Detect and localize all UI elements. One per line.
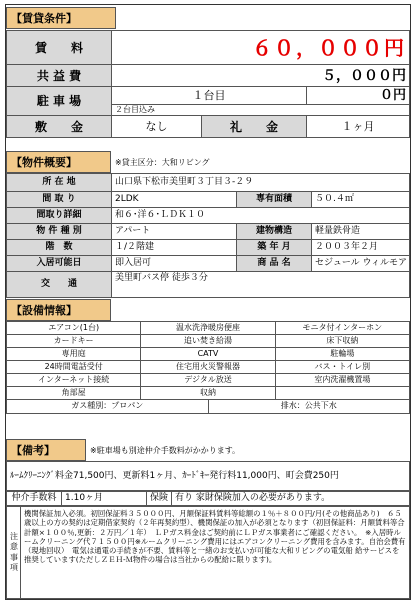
- equipment-item: 温水洗浄暖房便座: [141, 322, 275, 335]
- product-label: 商 品 名: [237, 256, 312, 272]
- equipment-item: 住宅用火災警報器: [141, 361, 275, 374]
- equipment-row: [7, 335, 410, 348]
- equipment-section: [6, 299, 410, 414]
- common-fee-value: ５，０００円: [112, 65, 410, 87]
- insurance-label: 保険: [147, 492, 172, 506]
- product-value: セジュール ウィルモア: [312, 256, 410, 272]
- equipment-item: モニタ付インターホン: [275, 322, 409, 335]
- notice-text: 機関保証加入必須。初回保証料３５０００円、月額保証料賃料等総額の１％＋８００円/月(その他商品あり) ６５歳以上の方の契約は定期借家契約（２年再契約型）、機関保証の加入が必須となります（初回保証料：月額賃料等合計額×１００％,更新：２万円／１年） ＬＰガス料金はご契約前にＬＰガス事業者にご確認ください。 ※入居時ルームクリーニング代７１５００円※ルームクリーニング費用にはエアコンクリーニング費用を含みます。自治会費有（現地回収） 電気は通電の手続きが不要、賃料等と一緒のお支払いが可能な大和リビングの電気船 給サービスを推奨しています(ただしＺＥＨ-Ｍ物件の場合は当社からの配給に限ります)。: [21, 507, 410, 599]
- owner-zone: ※貸主区分：大和リビング: [115, 157, 210, 167]
- type-value: アパート: [112, 224, 237, 240]
- rent-value: ６０，０００円: [112, 31, 410, 65]
- key-money-value: １ヶ月: [307, 116, 410, 138]
- equipment-row: [7, 361, 410, 374]
- address-value: 山口県下松市美里町３丁目３-２９: [112, 174, 410, 192]
- equipment-item: 駐輪場: [275, 348, 409, 361]
- equipment-row: [7, 348, 410, 361]
- built-value: ２００３年２月: [312, 240, 410, 256]
- available-label: 入居可能日: [7, 256, 112, 272]
- equipment-item: デジタル放送: [141, 374, 275, 387]
- remarks-section: [6, 439, 410, 491]
- address-label: 所 在 地: [7, 174, 112, 192]
- conditions-section: [6, 7, 410, 138]
- equipment-item: 室内洗濯機置場: [275, 374, 409, 387]
- equipment-header: 【設備情報】: [6, 299, 111, 321]
- equipment-item: 床下収納: [275, 335, 409, 348]
- equipment-item: 専用庭: [7, 348, 141, 361]
- traffic-value: 美里町バス停 徒歩３分: [112, 272, 410, 298]
- structure-value: 軽量鉄骨造: [312, 224, 410, 240]
- equipment-row: [7, 387, 410, 400]
- equipment-item: 24時間電話受付: [7, 361, 141, 374]
- property-sheet: [5, 4, 411, 600]
- floors-label: 階 数: [7, 240, 112, 256]
- equipment-row: [7, 374, 410, 387]
- remarks-header: 【備考】: [6, 439, 86, 461]
- type-label: 物 件 種 別: [7, 224, 112, 240]
- equipment-item: カードキー: [7, 335, 141, 348]
- parking-note: ２台目込み: [112, 105, 410, 116]
- drainage-type: 排水：公共下水: [208, 400, 410, 413]
- equipment-item: インターネット接続: [7, 374, 141, 387]
- layout-detail-value: 和６･洋６･ＬＤＫ１０: [112, 208, 410, 224]
- equipment-item: 追い焚き給湯: [141, 335, 275, 348]
- traffic-label: 交 通: [7, 272, 112, 298]
- deposit-value: なし: [112, 116, 202, 138]
- equipment-item: 収納: [141, 387, 275, 400]
- fee-label: 仲介手数料: [7, 492, 62, 506]
- fee-value: 1.10ヶ月: [62, 492, 147, 506]
- footer-section: [6, 491, 410, 599]
- area-value: ５０.４㎡: [312, 192, 410, 208]
- deposit-label: 敷 金: [7, 116, 112, 138]
- available-value: 即入居可: [112, 256, 237, 272]
- structure-label: 建物構造: [237, 224, 312, 240]
- remarks-text: ﾙｰﾑｸﾘｰﾆﾝｸﾞ料金71,500円、更新料1ヶ月、ｶｰﾄﾞｷｰ発行料11,000円、町会費250円: [6, 461, 410, 491]
- equipment-item: [275, 387, 409, 400]
- equipment-item: バス・トイレ別: [275, 361, 409, 374]
- equipment-item: エアコン(1台): [7, 322, 141, 335]
- common-fee-label: 共 益 費: [7, 65, 112, 87]
- parking-value: ０円: [307, 87, 410, 105]
- equipment-item: CATV: [141, 348, 275, 361]
- equipment-item: 角部屋: [7, 387, 141, 400]
- built-label: 築 年 月: [237, 240, 312, 256]
- gas-type: ガス種別：プロパン: [7, 400, 209, 413]
- insurance-value: 有り 家財保険加入の必要があります。: [172, 492, 410, 506]
- equipment-row: [7, 322, 410, 335]
- layout-label: 間 取 り: [7, 192, 112, 208]
- floors-value: １/２階建: [112, 240, 237, 256]
- overview-header: 【物件概要】: [6, 151, 111, 173]
- remarks-note: ※駐車場も別途仲介手数料がかかります。: [90, 445, 241, 455]
- conditions-header: 【賃貸条件】: [6, 7, 116, 29]
- parking-count: １台目: [112, 87, 307, 105]
- area-label: 専有面積: [237, 192, 312, 208]
- parking-label: 駐 車 場: [7, 87, 112, 116]
- rent-label: 賃 料: [7, 31, 112, 65]
- key-money-label: 礼 金: [202, 116, 307, 138]
- layout-detail-label: 間取り詳細: [7, 208, 112, 224]
- notice-label: 注 意 事 項: [7, 507, 21, 599]
- overview-section: [6, 151, 410, 298]
- layout-value: 2LDK: [112, 192, 237, 208]
